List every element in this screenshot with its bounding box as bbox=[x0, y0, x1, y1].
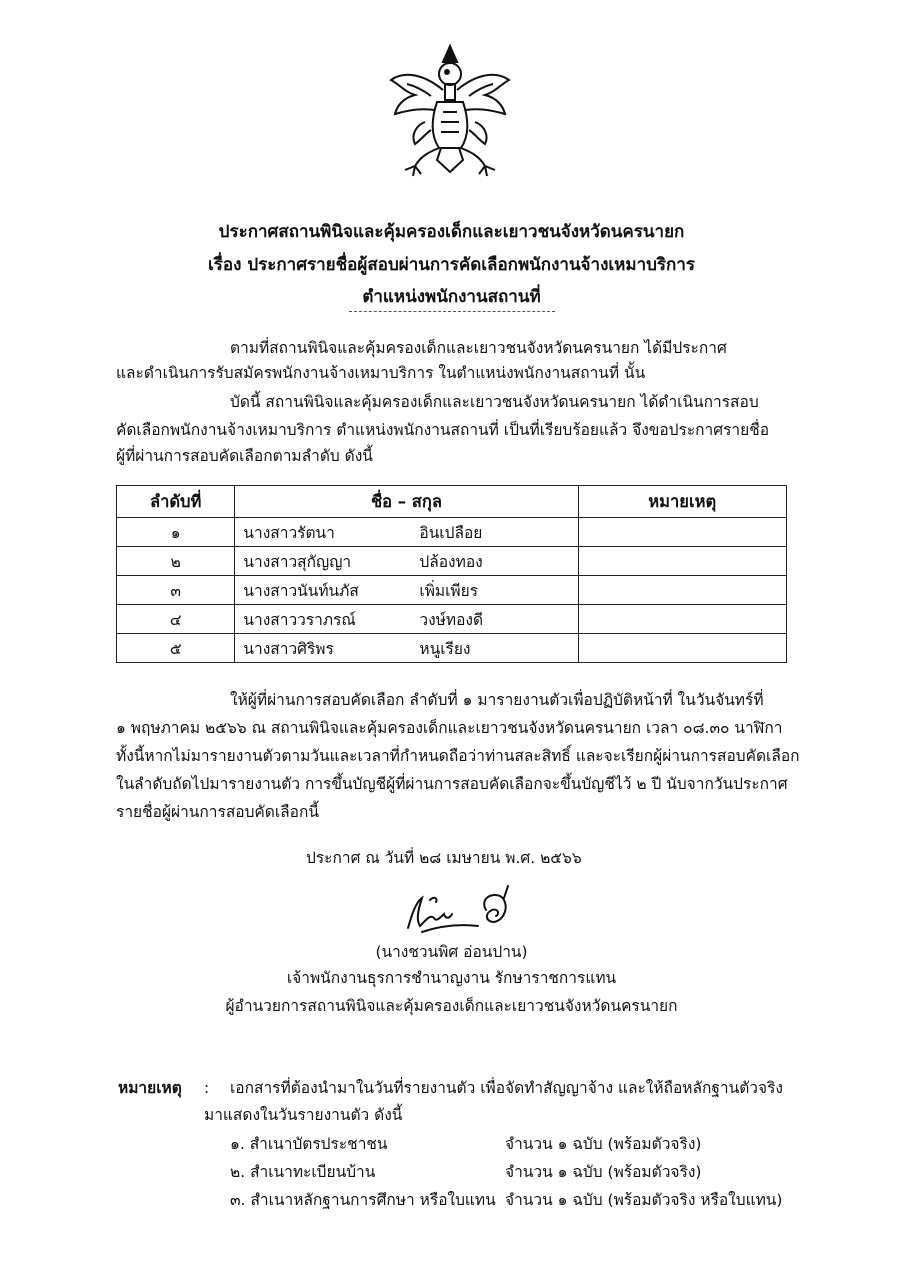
garuda-emblem-icon bbox=[385, 40, 515, 180]
report-line: ทั้งนี้หากไม่มารายงานตัวตามวันและเวลาที่กำหนดถือว่าท่านสละสิทธิ์ และจะเรียกผู้ผ่านการสอบคัดเลือก bbox=[116, 747, 800, 765]
first-name: นางสาววราภรณ์ bbox=[243, 610, 356, 629]
report-line: ๑ พฤษภาคม ๒๕๖๖ ณ สถานพินิจและคุ้มครองเด็กและเยาวชนจังหวัดนครนายก เวลา ๐๘.๓๐ นาฬิกา bbox=[116, 719, 783, 737]
title-divider bbox=[349, 311, 555, 312]
passed-candidates-table bbox=[116, 485, 787, 663]
document-item-count: จำนวน ๑ ฉบับ (พร้อมตัวจริง) bbox=[505, 1163, 702, 1181]
row-order: ๒ bbox=[117, 547, 235, 576]
table-header-row bbox=[117, 486, 787, 518]
first-name: นางสาวศิริพร bbox=[243, 639, 334, 658]
first-name: นางสาวนันท์นภัส bbox=[243, 581, 359, 600]
intro-line: บัดนี้ สถานพินิจและคุ้มครองเด็กและเยาวชนจังหวัดนครนายก ได้ดำเนินการสอบ bbox=[230, 393, 759, 411]
document-item-count: จำนวน ๑ ฉบับ (พร้อมตัวจริง หรือใบแทน) bbox=[505, 1191, 783, 1209]
report-line: ในลำดับถัดไปมารายงานตัว การขึ้นบัญชีผู้ที่ผ่านการสอบคัดเลือกจะขึ้นบัญชีไว้ ๒ ปี นับจากวันประกาศ bbox=[116, 775, 788, 793]
last-name: ปล้องทอง bbox=[419, 552, 483, 571]
announcement-subject: เรื่อง ประกาศรายชื่อผู้สอบผ่านการคัดเลือกพนักงานจ้างเหมาบริการ bbox=[207, 255, 696, 275]
row-name bbox=[235, 547, 578, 576]
signatory-name: (นางชวนพิศ อ่อนปาน) bbox=[375, 943, 528, 961]
row-name bbox=[235, 518, 578, 547]
row-note bbox=[578, 518, 787, 547]
row-note bbox=[578, 605, 787, 634]
intro-line: และดำเนินการรับสมัครพนักงานจ้างเหมาบริการ ในตำแหน่งพนักงานสถานที่ นั้น bbox=[116, 364, 646, 382]
remarks-colon: : bbox=[204, 1079, 210, 1097]
report-line: รายชื่อผู้ผ่านการสอบคัดเลือกนี้ bbox=[116, 803, 319, 821]
row-note bbox=[578, 634, 787, 663]
document-item-label: ๑. สำเนาบัตรประชาชน bbox=[230, 1135, 388, 1153]
row-order: ๓ bbox=[117, 576, 235, 605]
signatory-organization: ผู้อำนวยการสถานพินิจและคุ้มครองเด็กและเยาวชนจังหวัดนครนายก bbox=[225, 997, 678, 1015]
row-name bbox=[235, 634, 578, 663]
report-line: ให้ผู้ที่ผ่านการสอบคัดเลือก ลำดับที่ ๑ มารายงานตัวเพื่อปฏิบัติหน้าที่ ในวันจันทร์ที่ bbox=[230, 691, 764, 709]
intro-line: ตามที่สถานพินิจและคุ้มครองเด็กและเยาวชนจังหวัดนครนายก ได้มีประกาศ bbox=[230, 339, 727, 357]
row-order: ๕ bbox=[117, 634, 235, 663]
row-name bbox=[235, 605, 578, 634]
document-item-count: จำนวน ๑ ฉบับ (พร้อมตัวจริง) bbox=[505, 1135, 702, 1153]
row-note bbox=[578, 547, 787, 576]
last-name: เพิ่มเพียร bbox=[419, 581, 479, 600]
announce-date: ประกาศ ณ วันที่ ๒๘ เมษายน พ.ศ. ๒๕๖๖ bbox=[306, 849, 582, 867]
remarks-text: เอกสารที่ต้องนำมาในวันที่รายงานตัว เพื่อจัดทำสัญญาจ้าง และให้ถือหลักฐานตัวจริง bbox=[230, 1079, 783, 1097]
document-item-label: ๒. สำเนาทะเบียนบ้าน bbox=[230, 1163, 376, 1181]
first-name: นางสาวรัตนา bbox=[243, 523, 335, 542]
row-order: ๔ bbox=[117, 605, 235, 634]
remarks-text: มาแสดงในวันรายงานตัว ดังนี้ bbox=[204, 1106, 403, 1124]
remarks-label: หมายเหตุ bbox=[118, 1079, 182, 1097]
row-note bbox=[578, 576, 787, 605]
row-name bbox=[235, 576, 578, 605]
table-row bbox=[117, 576, 787, 605]
signatory-position: เจ้าพนักงานธุรการชำนาญงาน รักษาราชการแทน bbox=[286, 969, 617, 987]
first-name: นางสาวสุกัญญา bbox=[243, 552, 352, 571]
document-item-label: ๓. สำเนาหลักฐานการศึกษา หรือใบแทน bbox=[230, 1191, 496, 1209]
table-row bbox=[117, 634, 787, 663]
table-row bbox=[117, 605, 787, 634]
table-row bbox=[117, 547, 787, 576]
last-name: อินเปลือย bbox=[419, 523, 483, 542]
table-row bbox=[117, 518, 787, 547]
last-name: วงษ์ทองดี bbox=[419, 610, 484, 629]
row-order: ๑ bbox=[117, 518, 235, 547]
header-note: หมายเหตุ bbox=[578, 486, 787, 518]
signature-icon bbox=[400, 880, 530, 940]
intro-line: ผู้ที่ผ่านการสอบคัดเลือกตามลำดับ ดังนี้ bbox=[116, 447, 373, 465]
announcement-title: ประกาศสถานพินิจและคุ้มครองเด็กและเยาวชนจังหวัดนครนายก bbox=[218, 222, 685, 242]
announcement-position: ตำแหน่งพนักงานสถานที่ bbox=[362, 287, 541, 307]
header-order: ลำดับที่ bbox=[117, 486, 235, 518]
intro-line: คัดเลือกพนักงานจ้างเหมาบริการ ตำแหน่งพนักงานสถานที่ เป็นที่เรียบร้อยแล้ว จึงขอประกาศรายชื่อ bbox=[116, 421, 770, 439]
header-name: ชื่อ – สกุล bbox=[235, 486, 578, 518]
last-name: หนูเรียง bbox=[419, 639, 471, 658]
